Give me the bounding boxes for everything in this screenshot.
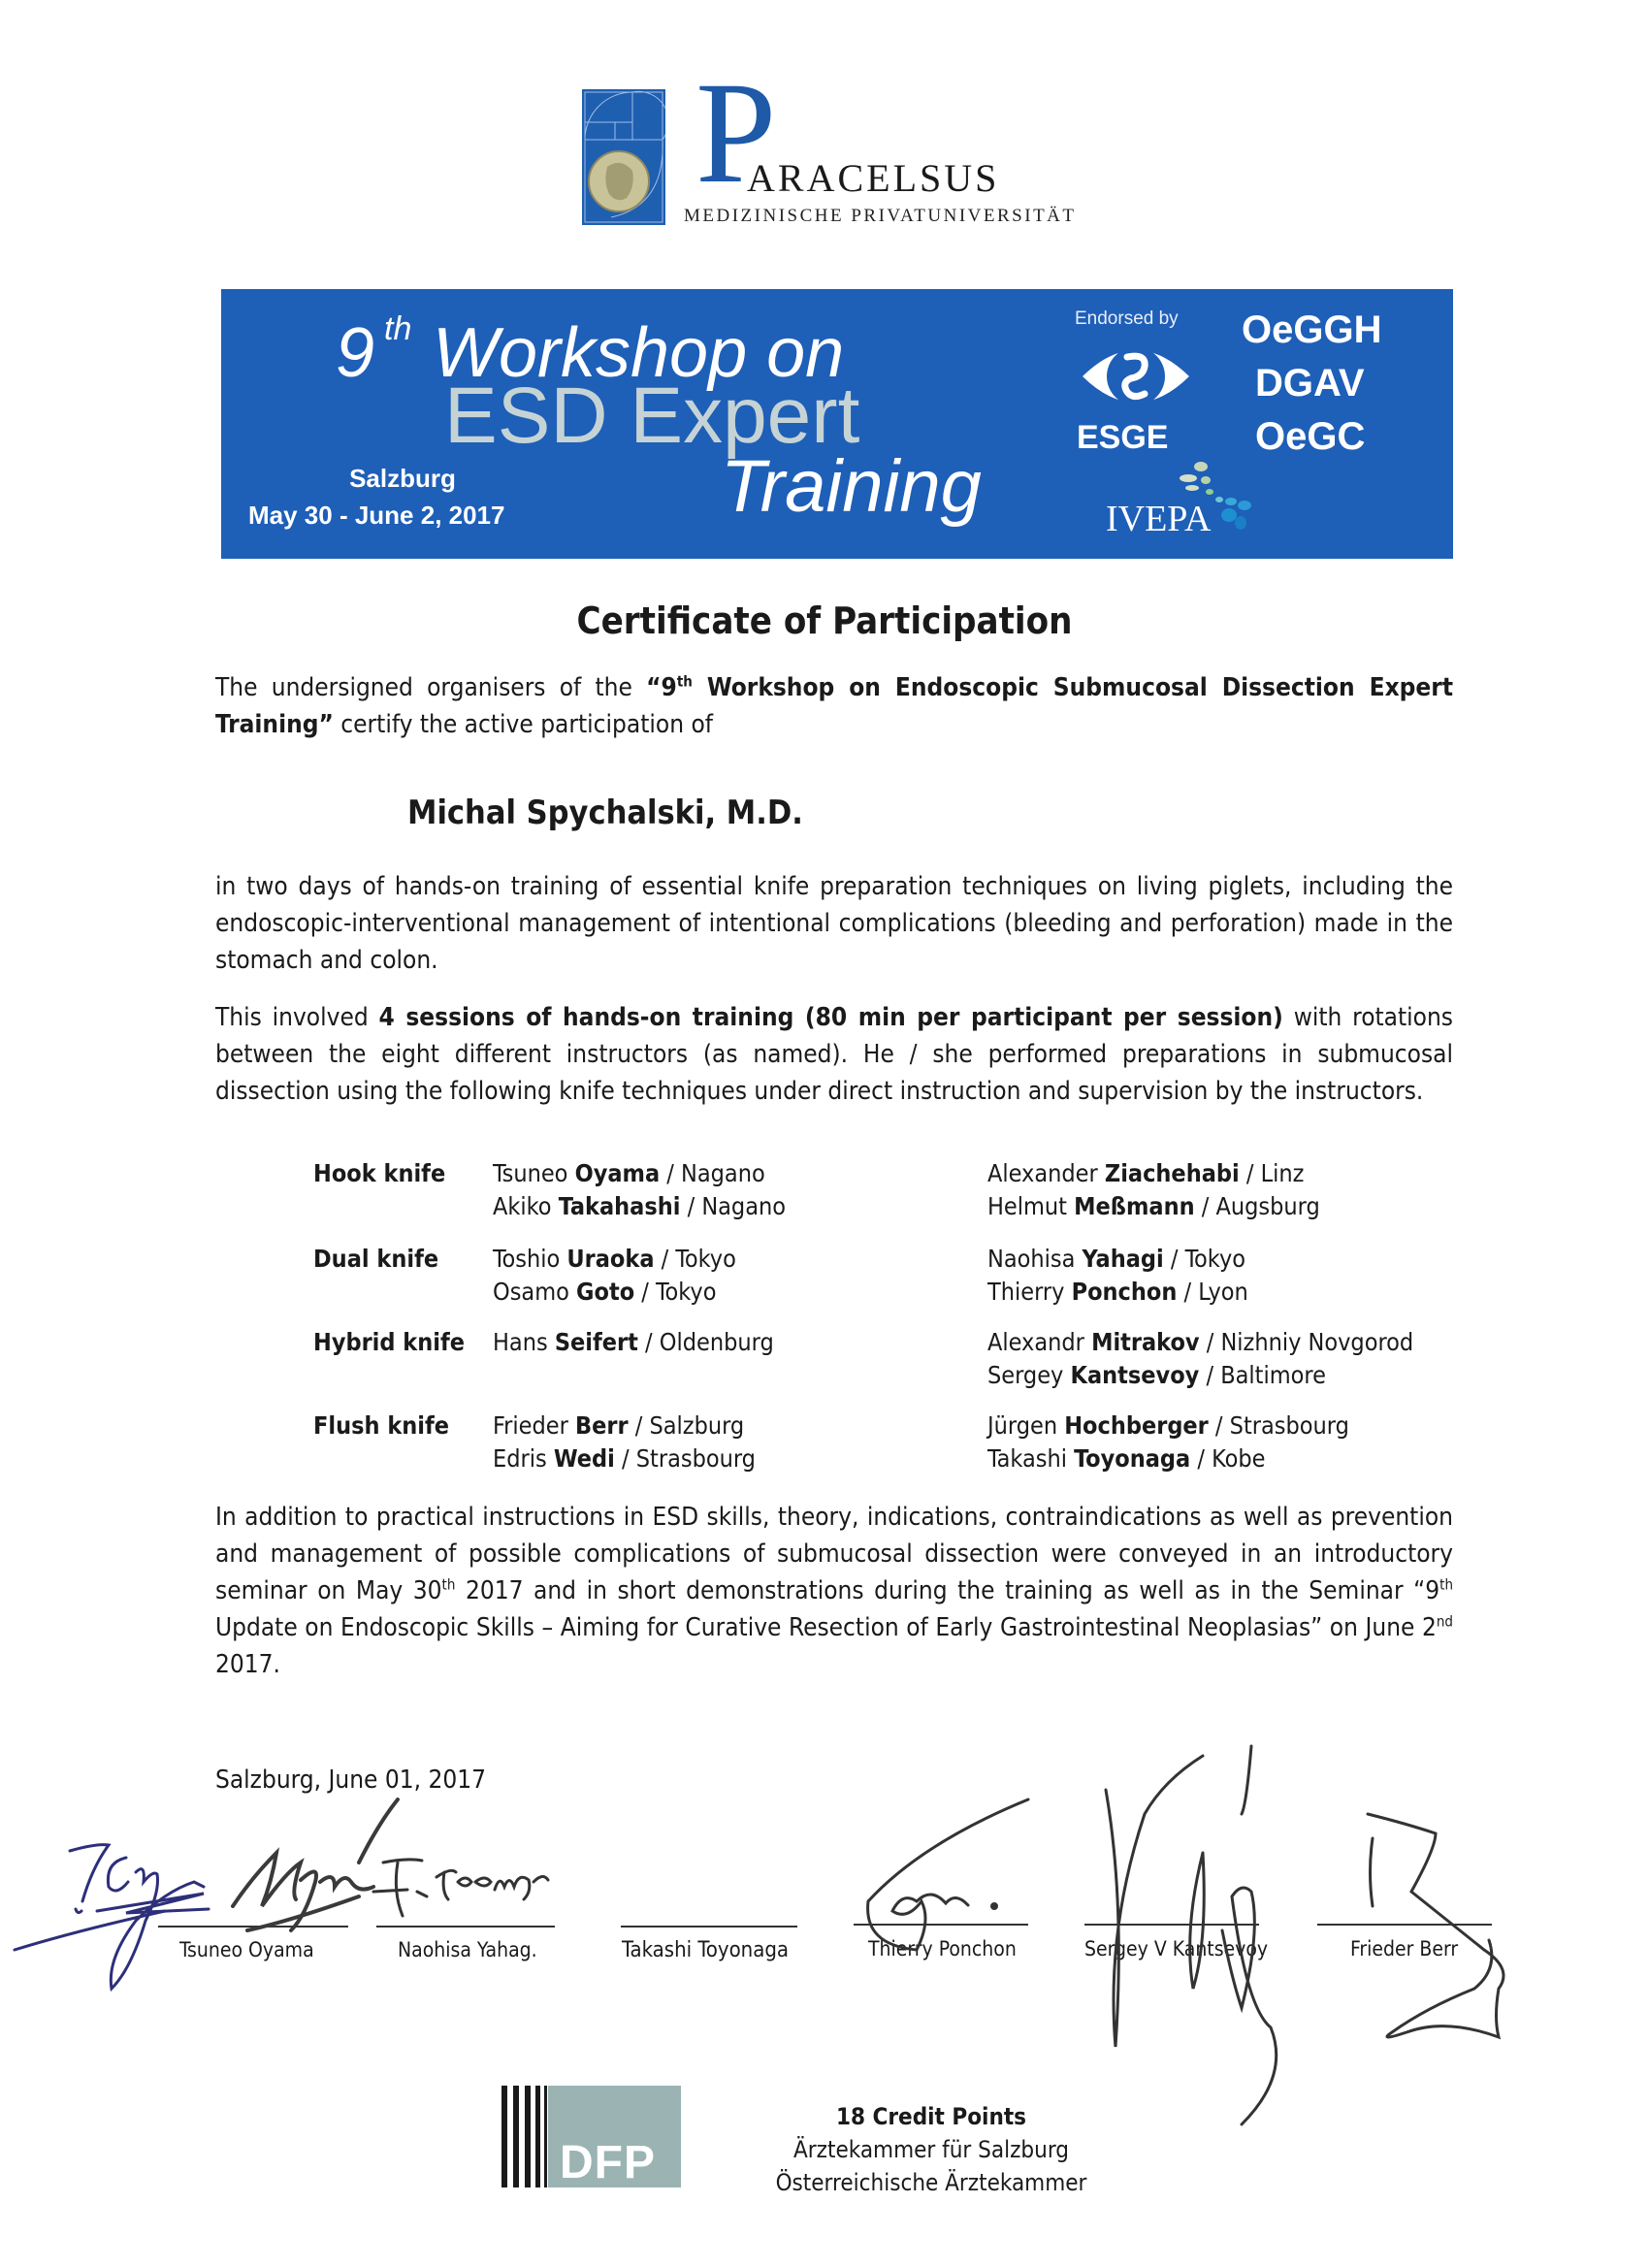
- chamber-austria: Österreichische Ärztekammer: [775, 2169, 1087, 2196]
- knife-label: Dual knife: [313, 1245, 439, 1273]
- sessions-post: with rotations between the eight different instructors (as named). He / she performed preparations in submucosal dissection using the following knife techniques under direct instruction and supervision by the instructors.: [215, 1003, 1453, 1106]
- instructor: Jürgen Hochberger / Strasbourg: [987, 1411, 1349, 1440]
- seminar-paragraph: [215, 1499, 1453, 1683]
- intro-workshop-open: “9: [646, 673, 677, 702]
- banner-city: Salzburg: [349, 464, 456, 493]
- instructor-city: Tokyo: [675, 1245, 736, 1273]
- handwritten-signatures: [0, 1785, 1649, 2076]
- instructor-first: Toshio: [493, 1245, 561, 1273]
- instructor: Helmut Meßmann / Augsburg: [987, 1192, 1320, 1220]
- instructor-city: Tokyo: [1184, 1245, 1246, 1273]
- instructor: Osamo Goto / Tokyo: [493, 1278, 717, 1306]
- sessions-bold: 4 sessions of hands-on training (80 min per participant per session): [378, 1003, 1283, 1032]
- instructor-city: Kobe: [1212, 1444, 1266, 1473]
- signature-yahagi-icon: [233, 1799, 398, 1930]
- banner-ordinal-suffix: th: [384, 310, 412, 347]
- instructor-first: Naohisa: [987, 1245, 1076, 1273]
- instructor: Frieder Berr / Salzburg: [493, 1411, 745, 1440]
- instructor: Naohisa Yahagi / Tokyo: [987, 1245, 1246, 1273]
- instructor-first: Akiko: [493, 1192, 552, 1220]
- logo-subtitle: MEDIZINISCHE PRIVATUNIVERSITÄT: [684, 206, 1077, 226]
- sessions-paragraph: [215, 999, 1453, 1110]
- instructor: Alexander Ziachehabi / Linz: [987, 1159, 1305, 1187]
- instructor-city: Strasbourg: [1229, 1411, 1349, 1440]
- seminar-text-a: In addition to practical instructions in ESD skills, theory, indications, contraindications as well as prevention and management of possible complications of submucosal dissection were conveyed in an introductory seminar on May 30: [215, 1503, 1453, 1605]
- signer-name: Thierry Ponchon: [868, 1937, 1017, 1960]
- signer-name: Sergey V Kantsevoy: [1084, 1937, 1269, 1960]
- dfp-logo: [501, 2086, 681, 2187]
- logo-initial: P: [695, 52, 777, 213]
- instructor-last: Wedi: [553, 1444, 615, 1473]
- instructor-first: Helmut: [987, 1192, 1067, 1220]
- knife-label: Hook knife: [313, 1159, 446, 1187]
- banner-title-line2: ESD Expert: [444, 372, 860, 460]
- instructor: Hans Seifert / Oldenburg: [493, 1328, 774, 1356]
- society-dgav: DGAV: [1255, 362, 1365, 405]
- instructor-last: Kantsevoy: [1070, 1361, 1200, 1389]
- instructor-first: Takashi: [987, 1444, 1067, 1473]
- instructor-city: Oldenburg: [659, 1328, 774, 1356]
- instructor-first: Tsuneo: [493, 1159, 568, 1187]
- society-oeggh: OeGGH: [1242, 308, 1382, 351]
- signature-oyama-icon: [15, 1845, 209, 1989]
- esge-label: ESGE: [1077, 419, 1169, 456]
- instructor-last: Ponchon: [1071, 1278, 1178, 1306]
- instructor-first: Alexander: [987, 1159, 1098, 1187]
- instructor-last: Uraoka: [566, 1245, 655, 1273]
- instructor-last: Berr: [574, 1411, 629, 1440]
- signature-ponchon-icon: [868, 1799, 1028, 1950]
- intro-paragraph: [215, 669, 1453, 743]
- instructor-last: Mitrakov: [1091, 1328, 1200, 1356]
- signature-kantsevoy-icon: [1106, 1746, 1277, 2124]
- instructor: Toshio Uraoka / Tokyo: [493, 1245, 736, 1273]
- esge-eye-icon: [1079, 338, 1193, 415]
- instructor-city: Tokyo: [656, 1278, 717, 1306]
- instructor-first: Jürgen: [987, 1411, 1058, 1440]
- instructor-first: Alexandr: [987, 1328, 1084, 1356]
- signer-name: Frieder Berr: [1350, 1937, 1459, 1960]
- instructor-first: Hans: [493, 1328, 548, 1356]
- banner-title-line1: Workshop on: [433, 314, 845, 392]
- instructor-last: Takahashi: [558, 1192, 681, 1220]
- instructor-first: Frieder: [493, 1411, 568, 1440]
- training-description: in two days of hands-on training of essential knife preparation techniques on living piglets, including the endoscopic-interventional management of intentional complications (bleeding and perforation) made in the stomach and colon.: [215, 872, 1453, 975]
- seminar-text-b: 2017 and in short demonstrations during the training as well as in the Seminar “9: [455, 1576, 1440, 1605]
- instructor-city: Nagano: [681, 1159, 765, 1187]
- instructor-city: Augsburg: [1215, 1192, 1320, 1220]
- credit-points: 18 Credit Points: [836, 2103, 1026, 2130]
- credits-block: [737, 2100, 1125, 2199]
- instructor-city: Nizhniy Novgorod: [1220, 1328, 1414, 1356]
- intro-workshop-name: Workshop on Endoscopic Submucosal Dissection Expert Training”: [215, 673, 1453, 739]
- instructor-last: Seifert: [554, 1328, 638, 1356]
- intro-workshop-sup: th: [676, 672, 693, 691]
- banner-ordinal: 9: [336, 314, 375, 392]
- seminar-sup-1: th: [441, 1575, 456, 1594]
- instructor-city: Linz: [1260, 1159, 1305, 1187]
- place-date: Salzburg, June 01, 2017: [215, 1766, 487, 1795]
- instructor: Tsuneo Oyama / Nagano: [493, 1159, 765, 1187]
- instructor: Thierry Ponchon / Lyon: [987, 1278, 1248, 1306]
- instructor-last: Yahagi: [1082, 1245, 1164, 1273]
- instructor-city: Salzburg: [649, 1411, 745, 1440]
- certificate-title: Certificate of Participation: [576, 599, 1073, 642]
- instructor-last: Ziachehabi: [1104, 1159, 1240, 1187]
- participant-name: Michal Spychalski, M.D.: [407, 794, 803, 832]
- banner-dates: May 30 - June 2, 2017: [248, 501, 505, 530]
- instructor-city: Strasbourg: [635, 1444, 756, 1473]
- instructor-last: Oyama: [574, 1159, 661, 1187]
- ivepa-label: IVEPA: [1106, 499, 1212, 539]
- knife-label: Hybrid knife: [313, 1328, 466, 1356]
- instructor-first: Osamo: [493, 1278, 569, 1306]
- signature-toyonaga-icon: [373, 1860, 548, 1916]
- seminar-text-c: Update on Endoscopic Skills – Aiming for Curative Resection of Early Gastrointestinal Neoplasias” on June 2: [215, 1613, 1437, 1642]
- seminar-sup-2: th: [1439, 1575, 1453, 1594]
- signer-name: Tsuneo Oyama: [179, 1938, 314, 1961]
- instructor-first: Sergey: [987, 1361, 1064, 1389]
- instructor-city: Baltimore: [1220, 1361, 1326, 1389]
- instructor-first: Edris: [493, 1444, 547, 1473]
- seminar-text-d: 2017.: [215, 1650, 280, 1679]
- dfp-logo-text: DFP: [560, 2137, 656, 2188]
- signer-name: Takashi Toyonaga: [622, 1938, 790, 1962]
- knife-label: Flush knife: [313, 1411, 450, 1440]
- signature-berr-icon: [1368, 1814, 1504, 2037]
- signer-name: Naohisa Yahag.: [398, 1938, 537, 1961]
- instructor-first: Thierry: [987, 1278, 1065, 1306]
- banner-title-line3: Training: [721, 445, 982, 528]
- instructor-city: Nagano: [701, 1192, 786, 1220]
- intro-pre: The undersigned organisers of the: [215, 673, 647, 702]
- society-oegc: OeGC: [1255, 415, 1366, 458]
- instructor: Akiko Takahashi / Nagano: [493, 1192, 786, 1220]
- workshop-banner: [221, 289, 1453, 559]
- instructor-last: Hochberger: [1064, 1411, 1209, 1440]
- intro-post: certify the active participation of: [333, 710, 713, 739]
- instructor: Sergey Kantsevoy / Baltimore: [987, 1361, 1326, 1389]
- instructor: Edris Wedi / Strasbourg: [493, 1444, 756, 1473]
- seminar-sup-3: nd: [1436, 1612, 1453, 1631]
- logo-name: ARACELSUS: [747, 156, 1000, 200]
- chamber-salzburg: Ärztekammer für Salzburg: [793, 2136, 1069, 2163]
- sessions-pre: This involved: [215, 1003, 379, 1032]
- paracelsus-emblem-icon: [582, 89, 665, 225]
- instructor-last: Meßmann: [1074, 1192, 1195, 1220]
- instructor-last: Toyonaga: [1074, 1444, 1191, 1473]
- endorsed-by-label: Endorsed by: [1075, 308, 1179, 329]
- instructor-last: Goto: [576, 1278, 635, 1306]
- instructor: Alexandr Mitrakov / Nizhniy Novgorod: [987, 1328, 1414, 1356]
- instructor-city: Lyon: [1198, 1278, 1248, 1306]
- instructor: Takashi Toyonaga / Kobe: [987, 1444, 1266, 1473]
